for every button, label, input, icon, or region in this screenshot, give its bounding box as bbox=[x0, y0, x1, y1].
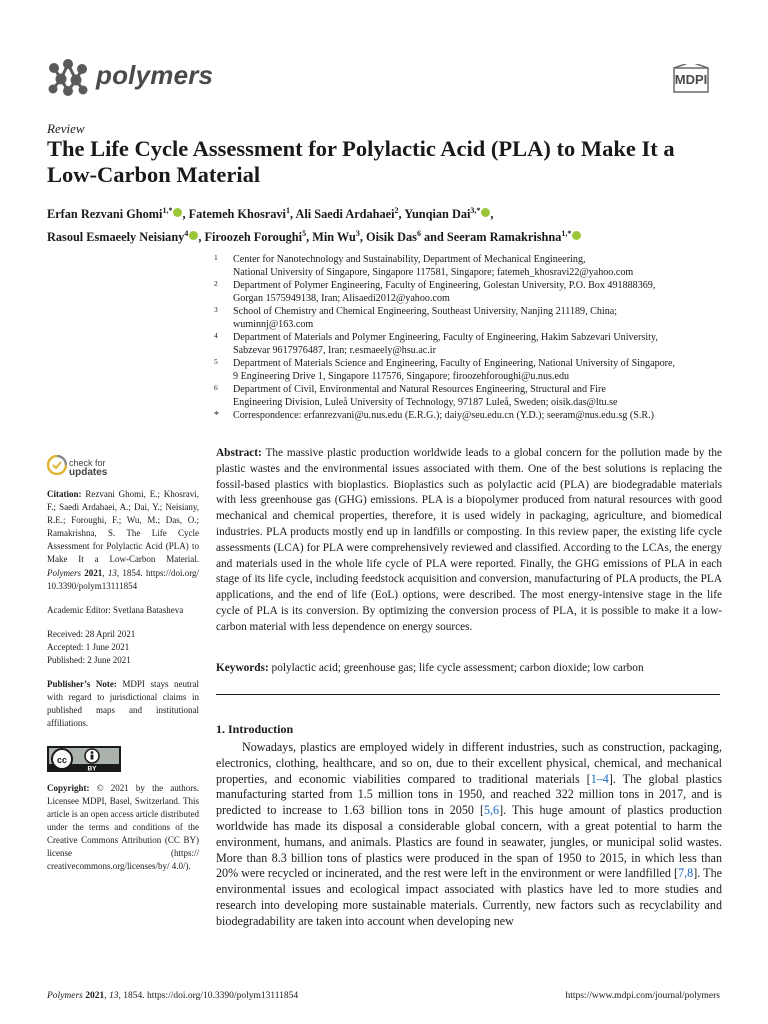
affiliation-number: 2 bbox=[214, 279, 218, 288]
affiliation-number: 4 bbox=[214, 331, 218, 340]
affiliation-line: National University of Singapore, Singapore 117581, Singapore; fatemeh_khosravi22@yahoo.com bbox=[233, 267, 634, 278]
author-name[interactable]: Firoozeh Foroughi bbox=[204, 230, 303, 245]
affiliation-line: Engineering Division, Luleå University of Technology, 97187 Luleå, Sweden; oisik.das@ltu.se bbox=[233, 397, 618, 408]
citation-link[interactable]: 5,6 bbox=[483, 803, 500, 818]
affiliation-number: 1 bbox=[214, 253, 218, 262]
accepted-date: Accepted: 1 June 2021 bbox=[47, 641, 130, 652]
citation-link[interactable]: 7,8 bbox=[678, 866, 694, 881]
sidebar bbox=[47, 452, 199, 873]
author-separator: and bbox=[420, 230, 447, 245]
keywords-text: polylactic acid; greenhouse gas; life cycle assessment; carbon dioxide; low carbon bbox=[271, 662, 644, 674]
polymers-logo-icon bbox=[46, 58, 90, 98]
keywords-label: Keywords: bbox=[216, 662, 269, 674]
svg-text:cc: cc bbox=[56, 754, 68, 765]
journal-name: polymers bbox=[96, 60, 214, 90]
author-name[interactable]: Oisik Das bbox=[366, 230, 417, 245]
author-list bbox=[47, 201, 737, 247]
keywords bbox=[216, 661, 722, 677]
affiliation-line: Department of Materials and Polymer Engineering, Faculty of Engineering, Hakim Sabzevari University, bbox=[233, 332, 658, 343]
check-updates-line2: updates bbox=[69, 467, 108, 478]
abstract-label: Abstract: bbox=[216, 447, 262, 459]
author-name[interactable]: Erfan Rezvani Ghomi bbox=[47, 207, 163, 222]
author-separator: , bbox=[198, 230, 205, 245]
publisher-note-text: MDPI stays neutral with regard to jurisdictional claims in published maps and institutional affiliations. bbox=[47, 679, 199, 729]
affiliations bbox=[214, 253, 734, 422]
author-name[interactable]: Fatemeh Khosravi bbox=[188, 207, 286, 222]
orcid-icon[interactable] bbox=[189, 231, 198, 240]
mdpi-logo bbox=[666, 64, 716, 98]
abstract-text: The massive plastic production worldwide leads to a global concern for the pollution made by the plastic wastes and the environmental issues associated with them. One of the best solutions is replacing the fossil-based plastics with bioplastics. Bioplastics such as polylactic acid (PLA) are biodegradable materials with less greenhouse gas (GHG) emissions. PLA is a biopolymer produced from natural resources with good mechanical and chemical properties, therefore, it is used widely in packaging, agriculture, and biomedical industries. PLA products mostly end up in landfills or composting. In this review paper, the existing life cycle assessments (LCA) for PLA were comprehensively reviewed and classified. According to the LCAs, the energy and materials used in the whole life cycle of PLA were reported. Finally, the GHG emissions of PLA in each stage of its life cycle, including feedstock acquisition and conversion, manufacturing of PLA products, the PLA applications, and the end of life (EoL) options, were described. The most energy-intensive stage in the life cycle of PLA is its conversion. By optimizing the conversion process of PLA, it is possible to make it a low-carbon material with less dependence on energy sources. bbox=[216, 447, 722, 633]
citation-year: 2021 bbox=[84, 567, 103, 578]
citation-label: Citation: bbox=[47, 489, 82, 499]
correspondence-marker: * bbox=[214, 410, 219, 421]
author-name[interactable]: Ali Saedi Ardahaei bbox=[295, 207, 395, 222]
orcid-icon[interactable] bbox=[572, 231, 581, 240]
publisher-note-label: Publisher’s Note: bbox=[47, 679, 117, 690]
copyright-label: Copyright: bbox=[47, 782, 90, 793]
copyright-block bbox=[47, 782, 199, 874]
author-line-2 bbox=[47, 224, 737, 247]
intro-text: ]. This huge amount of plastics production worldwide has made its disposal a considerable global concern, with a great potential to harm the environment, humans, and animals. Plastics are found in seawater, jungles, or municipal solid wastes. More than 8.3 billion tons of plastics were produced in the span of 1950 to 2015, in which less than 20% were recycled or incinerated, and the rest were left in the environment or were landfilled [ bbox=[216, 803, 722, 881]
citation-volume: 13 bbox=[107, 567, 117, 578]
affiliation-number: 6 bbox=[214, 383, 218, 392]
author-separator: , bbox=[359, 230, 367, 245]
affiliation-item bbox=[214, 331, 734, 357]
affiliation-item bbox=[214, 253, 734, 279]
author-line-1 bbox=[47, 201, 737, 224]
author-affiliation: 3 bbox=[355, 229, 360, 239]
publisher-note bbox=[47, 678, 199, 730]
affiliation-item bbox=[214, 357, 734, 383]
footer-volume: 13 bbox=[109, 991, 119, 1001]
author-separator: , bbox=[306, 230, 313, 245]
footer-journal-url[interactable]: https://www.mdpi.com/journal/polymers bbox=[565, 991, 720, 1001]
intro-text: Nowadays, plastics are employed widely in different industries, such as construction, packaging, electronics, clothing, healthcare, and so on, due to their excellent physical, chemical, and mechanical properties, and economic viabilities compared to traditional materials [ bbox=[216, 740, 722, 786]
affiliation-line: 9 Engineering Drive 1, Singapore 117576, Singapore; firoozehforoughi@u.nus.edu bbox=[233, 371, 570, 382]
affiliation-line: wuminnj@163.com bbox=[233, 319, 314, 330]
author-affiliation: 5 bbox=[302, 229, 307, 239]
citation-doi-link[interactable]: https://doi.org/10.3390/polym13111854 bbox=[47, 567, 200, 591]
affiliation-item bbox=[214, 305, 734, 331]
affiliation-line: Department of Civil, Environmental and Natural Resources Engineering, Structural and Fire bbox=[233, 384, 606, 395]
check-updates-icon bbox=[47, 455, 67, 475]
author-name[interactable]: Seeram Ramakrishna bbox=[446, 230, 562, 245]
affiliation-line: Center for Nanotechnology and Sustainability, Department of Mechanical Engineering, bbox=[233, 254, 586, 265]
affiliation-line: School of Chemistry and Chemical Engineering, Southeast University, Nanjing 211189, China; bbox=[233, 306, 618, 317]
publisher-name: MDPI bbox=[674, 72, 708, 87]
author-name[interactable]: Rasoul Esmaeely Neisiany bbox=[47, 230, 185, 245]
correspondence-text: Correspondence: erfanrezvani@u.nus.edu (E.R.G.); daiy@seu.edu.cn (Y.D.); seeram@nus.edu.sg (S.R.) bbox=[233, 410, 654, 421]
affiliation-line: Department of Polymer Engineering, Faculty of Engineering, Golestan University, P.O. Box 491888369, bbox=[233, 280, 656, 291]
affiliation-line: Gorgan 1575949138, Iran; Alisaedi2012@yahoo.com bbox=[233, 293, 450, 304]
citation-block: Citation: Rezvani Ghomi, E.; Khosravi, F.; Saedi Ardahaei, A.; Dai, Y.; Neisiany, R.E.; Foroughi, F.; Wu, M.; Das, O.; Ramakrishna, S. The Life Cycle Assessment for Polylactic Acid (PLA) to Make It a Low-Carbon Material. Polymers 2021, 13, 1854. https://doi.org/10.3390/polym13111854 bbox=[47, 489, 200, 591]
check-updates-line1: check for bbox=[69, 458, 106, 468]
article-type: Review bbox=[47, 121, 85, 136]
citation-text: Rezvani Ghomi, E.; Khosravi, F.; Saedi Ardahaei, A.; Dai, Y.; Neisiany, R.E.; Foroughi, F.; Wu, M.; Das, O.; Ramakrishna, S. The Life Cycle Assessment for Polylactic Acid (PLA) to Make It a Low-Carbon Material. bbox=[47, 489, 200, 565]
check-for-updates-badge[interactable] bbox=[47, 452, 199, 482]
author-separator: , bbox=[490, 207, 494, 222]
abstract bbox=[216, 446, 722, 636]
affiliation-number: 5 bbox=[214, 357, 218, 366]
correspondence bbox=[214, 409, 734, 422]
citation-journal: Polymers bbox=[47, 567, 81, 578]
published-date: Published: 2 June 2021 bbox=[47, 655, 131, 666]
section-divider bbox=[216, 694, 720, 695]
article-title: The Life Cycle Assessment for Polylactic Acid (PLA) to Make It a Low-Carbon Material bbox=[47, 136, 675, 187]
author-separator: , bbox=[182, 207, 189, 222]
author-affiliation: 6 bbox=[416, 229, 421, 239]
footer-journal: Polymers bbox=[47, 991, 83, 1001]
affiliation-line: Sabzevar 9617976487, Iran; r.esmaeely@hsu.ac.ir bbox=[233, 345, 436, 356]
author-affiliation: 4 bbox=[184, 229, 189, 239]
author-name[interactable]: Min Wu bbox=[312, 230, 356, 245]
introduction-paragraph bbox=[216, 740, 722, 930]
author-name[interactable]: Yunqian Dai bbox=[404, 207, 471, 222]
citation-pages: 1854. bbox=[122, 567, 143, 578]
affiliation-item bbox=[214, 383, 734, 409]
author-affiliation: 1,* bbox=[162, 206, 173, 215]
author-separator: , bbox=[398, 207, 405, 222]
footer-doi[interactable]: , 1854. https://doi.org/10.3390/polym13111854 bbox=[118, 991, 299, 1001]
affiliation-number: 3 bbox=[214, 305, 218, 314]
intro-text: ]. The global plastics manufacturing started from 1.5 million tons in 1950, and reached 322 million tons in 2017, and is predicted to increase to 1.63 billion tons in 2050 [ bbox=[216, 771, 722, 818]
copyright-text: © 2021 by the authors. Licensee MDPI, Basel, Switzerland. This article is an open access article distributed under the terms and conditions of the Creative Commons Attribution (CC BY) license (https:// creativecommons.org/licenses/by/ 4.0/). bbox=[47, 782, 200, 872]
affiliation-line: Department of Materials Science and Engineering, Faculty of Engineering, National University of Singapore, bbox=[233, 358, 676, 369]
author-affiliation: 1,* bbox=[561, 229, 572, 239]
academic-editor: Academic Editor: Svetlana Batasheva bbox=[47, 604, 184, 615]
author-affiliation: 3,* bbox=[470, 206, 481, 215]
footer-citation: Polymers 2021, 13, 1854. https://doi.org/10.3390/polym13111854 bbox=[47, 991, 299, 1001]
section-heading-introduction: 1. Introduction bbox=[216, 722, 294, 736]
author-affiliation: 1 bbox=[285, 206, 290, 215]
received-date: Received: 28 April 2021 bbox=[47, 628, 136, 639]
cc-by-license-icon[interactable] bbox=[47, 746, 121, 772]
citation-link[interactable]: 1–4 bbox=[590, 771, 609, 786]
affiliation-item bbox=[214, 279, 734, 305]
cc-license-label: BY bbox=[87, 765, 97, 772]
footer-year: 2021 bbox=[85, 991, 105, 1001]
author-affiliation: 2 bbox=[394, 206, 399, 215]
intro-text: ]. The environmental issues and ecological impact associated with plastics have led to more studies and research into developing more sustainable materials. Currently, new factors such as recyclability and biodegradability are taken into account when developing new bbox=[216, 866, 722, 928]
author-separator: , bbox=[289, 207, 296, 222]
